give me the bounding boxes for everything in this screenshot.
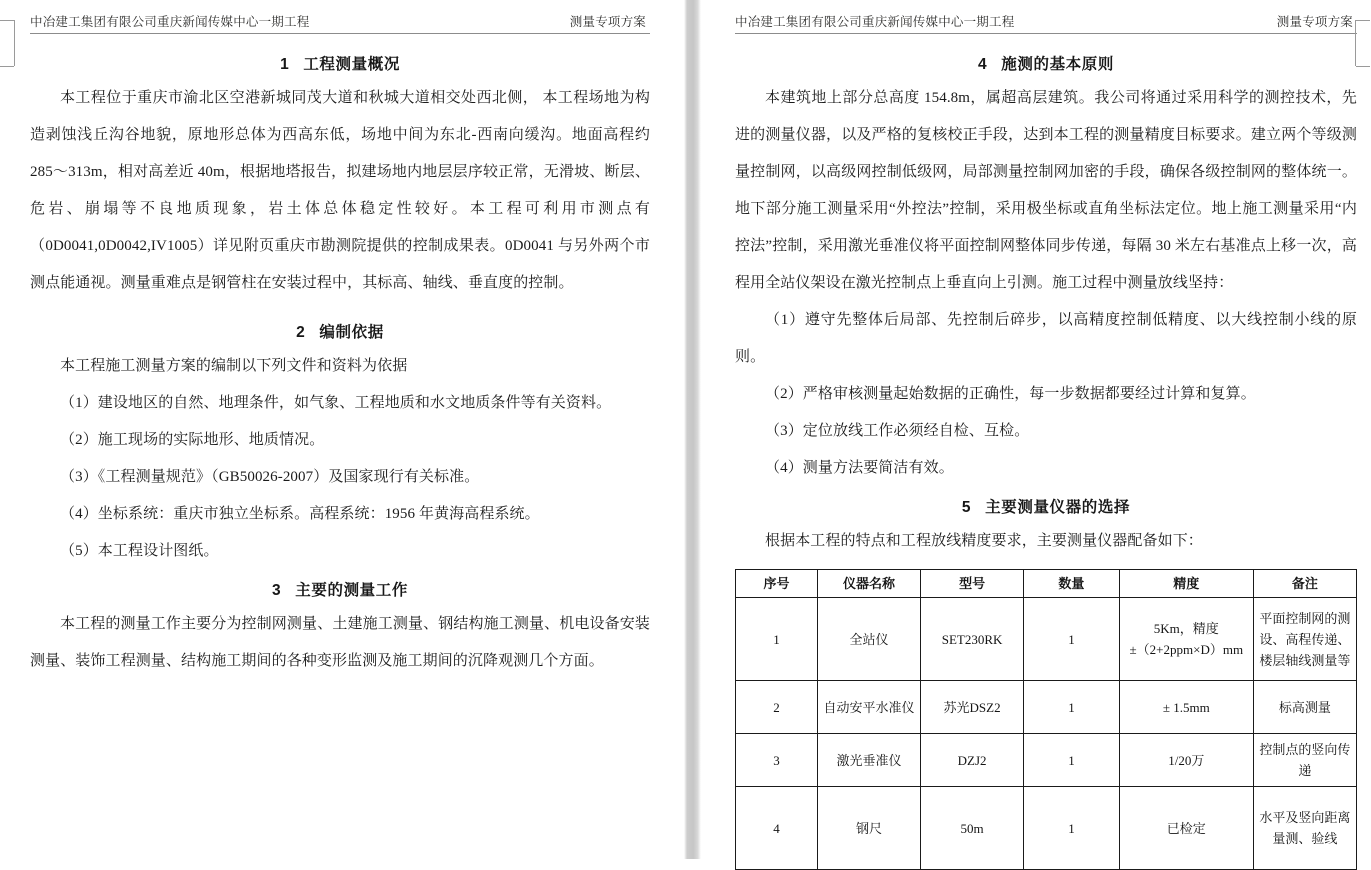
column-header-qty: 数量 [1024,570,1120,598]
running-header [30,0,650,34]
cell-no: 2 [736,681,818,734]
section-2-item-1: （1）建设地区的自然、地理条件，如气象、工程地质和水文地质条件等有关资料。 [60,395,612,411]
page-gutter [684,0,701,859]
section-4-paragraph: 本建筑地上部分总高度 154.8m，属超高层建筑。我公司将通过采用科学的测控技术，先进的测量仪器，以及严格的复核校正手段，达到本工程的测量精度目标要求。建立两个等级测量控制网，以高级网控制低级网，局部测量控制网加密的手段，确保各级控制网的整体统一。地下部分施工测量采用“外控法”控制，采用极坐标或直角坐标法定位。地上施工测量采用“内控法”控制，采用激光垂准仪将平面控制网整体同步传递，每隔 30 米左右基准点上移一次，高程用全站仪架设在激光控制点上垂直向上引测。施工过程中测量放线坚持： [735,90,1357,291]
section-3-title: 主要的测量工作 [295,582,408,599]
cell-model: 苏光DSZ2 [921,681,1024,734]
running-header [735,0,1357,34]
cell-qty: 1 [1024,598,1120,681]
column-header-precision: 精度 [1119,570,1253,598]
page-left [0,0,685,859]
header-doc-type: 测量专项方案 [569,15,646,29]
cell-qty: 1 [1024,734,1120,787]
column-header-remark: 备注 [1253,570,1356,598]
cell-name: 钢尺 [817,787,920,870]
section-2-title: 编制依据 [319,324,384,341]
table-header-row [736,570,1357,598]
section-1-heading [30,52,650,74]
section-5-heading [735,495,1357,517]
cell-remark: 水平及竖向距离量测、验线 [1253,787,1356,870]
cell-qty: 1 [1024,681,1120,734]
cell-no: 1 [736,598,818,681]
section-2-heading [30,320,650,342]
cell-precision: 1/20万 [1119,734,1253,787]
page-right [685,0,1370,859]
instrument-table [735,569,1357,870]
section-4-item-3: （3）定位放线工作必须经自检、互检。 [765,423,1030,439]
table-row [736,787,1357,870]
cell-model: SET230RK [921,598,1024,681]
column-header-model: 型号 [921,570,1024,598]
header-project-title: 中冶建工集团有限公司重庆新闻传媒中心一期工程 [30,15,310,29]
section-2-item-4: （4）坐标系统：重庆市独立坐标系。高程系统：1956 年黄海高程系统。 [60,506,540,522]
cell-precision: 已检定 [1119,787,1253,870]
cell-qty: 1 [1024,787,1120,870]
table-row [736,681,1357,734]
section-2-number: 2 [296,324,306,341]
section-5-title: 主要测量仪器的选择 [985,499,1131,516]
section-3-heading [30,578,650,600]
cell-remark: 控制点的竖向传递 [1253,734,1356,787]
page-left-content [30,34,650,680]
header-project-title: 中冶建工集团有限公司重庆新闻传媒中心一期工程 [735,15,1015,29]
crop-mark-top-right [1336,20,1370,66]
cell-name: 自动安平水准仪 [817,681,920,734]
cell-model: 50m [921,787,1024,870]
section-2-item-3: （3）《工程测量规范》（GB50026-2007）及国家现行有关标准。 [60,469,480,485]
section-1-number: 1 [280,56,290,73]
cell-precision: ± 1.5mm [1119,681,1253,734]
section-4-item-2: （2）严格审核测量起始数据的正确性，每一步数据都要经过计算和复算。 [765,386,1256,402]
cell-name: 全站仪 [817,598,920,681]
column-header-name: 仪器名称 [817,570,920,598]
section-3-paragraph: 本工程的测量工作主要分为控制网测量、土建施工测量、钢结构施工测量、机电设备安装测量、装饰工程测量、结构施工期间的各种变形监测及施工期间的沉降观测几个方面。 [30,616,650,669]
cell-remark: 标高测量 [1253,681,1356,734]
section-4-item-4: （4）测量方法要简洁有效。 [765,460,954,476]
cell-precision: 5Km，精度±（2+2ppm×D）mm [1119,598,1253,681]
crop-mark-top-left [0,20,34,66]
section-2-item-2: （2）施工现场的实际地形、地质情况。 [60,432,325,448]
header-doc-type: 测量专项方案 [1276,15,1353,29]
section-4-item-1: （1）遵守先整体后局部、先控制后碎步，以高精度控制低精度、以大线控制小线的原则。 [735,312,1357,365]
cell-model: DZJ2 [921,734,1024,787]
column-header-no: 序号 [736,570,818,598]
section-2-item-5: （5）本工程设计图纸。 [60,543,219,559]
section-1-paragraph: 本工程位于重庆市渝北区空港新城同茂大道和秋城大道相交处西北侧， 本工程场地为构造剥蚀浅丘沟谷地貌，原地形总体为西高东低，场地中间为东北-西南向缓沟。地面高程约 285～313m，相对高差近 40m，根据地塔报告，拟建场地内地层层序较正常，无滑坡、断层、危岩、崩塌等不良地质现象，岩土体总体稳定性较好。本工程可利用市测点有（0D0041,0D0042,IV1005）详见附页重庆市勘测院提供的控制成果表。0D0041 与另外两个市测点能通视。测量重难点是钢管柱在安装过程中，其标高、轴线、垂直度的控制。 [30,90,650,291]
page-right-content [735,34,1357,870]
cell-remark: 平面控制网的测设、高程传递、楼层轴线测量等 [1253,598,1356,681]
table-row [736,598,1357,681]
section-2-lead: 本工程施工测量方案的编制以下列文件和资料为依据 [60,358,408,374]
section-4-title: 施测的基本原则 [1001,56,1114,73]
section-1-title: 工程测量概况 [303,56,400,73]
section-5-lead: 根据本工程的特点和工程放线精度要求，主要测量仪器配备如下： [765,533,1203,549]
section-3-number: 3 [272,582,282,599]
cell-no: 3 [736,734,818,787]
section-4-number: 4 [978,56,988,73]
table-row [736,734,1357,787]
section-4-heading [735,52,1357,74]
cell-name: 激光垂准仪 [817,734,920,787]
section-5-number: 5 [961,499,972,516]
cell-no: 4 [736,787,818,870]
